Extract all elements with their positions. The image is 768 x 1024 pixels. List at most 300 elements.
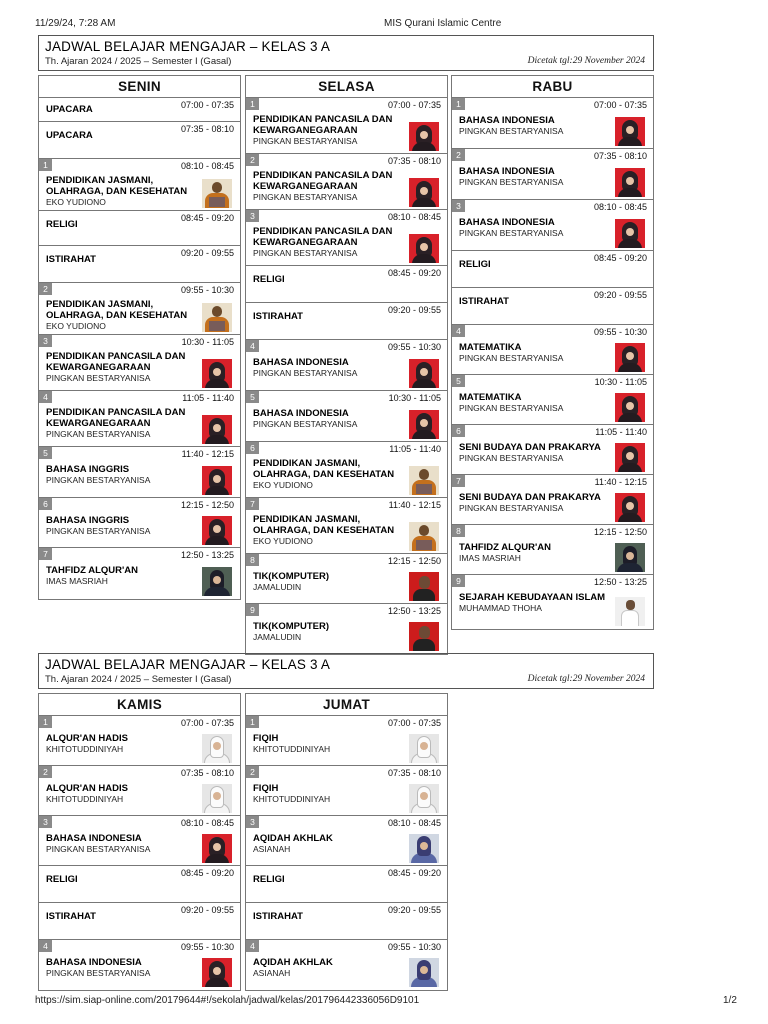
slot-number: 9 xyxy=(246,604,259,616)
slot-number: 2 xyxy=(39,283,52,295)
schedule-slot xyxy=(39,766,240,816)
teacher-photo xyxy=(615,443,645,472)
teacher-photo xyxy=(615,393,645,422)
slot-time: 07:35 - 08:10 xyxy=(180,124,234,134)
schedule-subtitle: Th. Ajaran 2024 / 2025 – Semester I (Gasal) xyxy=(45,56,232,67)
teacher-name: PINGKAN BESTARYANISA xyxy=(459,228,564,238)
subject-name: ISTIRAHAT xyxy=(253,311,303,322)
photo-body xyxy=(618,513,642,522)
slot-number: 1 xyxy=(39,159,52,171)
photo-face xyxy=(213,742,221,750)
photo-head xyxy=(626,600,635,610)
teacher-photo xyxy=(409,784,439,813)
printed-label: Dicetak tgl: xyxy=(527,56,573,66)
schedule-slot xyxy=(39,447,240,498)
subject-name: PENDIDIKAN PANCASILA DAN KEWARGANEGARAAN xyxy=(253,114,393,136)
teacher-name: ASIANAH xyxy=(253,968,291,978)
slot-number: 6 xyxy=(246,442,259,454)
subject-name: UPACARA xyxy=(46,104,93,115)
photo-face xyxy=(213,475,221,483)
schedule-slot xyxy=(452,98,653,149)
schedule-slot xyxy=(39,335,240,391)
slot-number: 8 xyxy=(452,525,465,537)
teacher-name: PINGKAN BESTARYANISA xyxy=(459,353,564,363)
printed-date xyxy=(528,674,645,684)
schedule-slot xyxy=(246,716,447,766)
slot-time: 09:20 - 09:55 xyxy=(387,305,441,315)
teacher-photo xyxy=(409,834,439,863)
slot-number: 4 xyxy=(39,940,52,952)
photo-pat xyxy=(416,484,432,494)
slot-time: 12:50 - 13:25 xyxy=(593,577,647,587)
teacher-photo xyxy=(615,168,645,197)
teacher-photo xyxy=(409,234,439,263)
schedule-header xyxy=(38,653,654,689)
schedule-slot xyxy=(39,716,240,766)
slot-time: 08:10 - 08:45 xyxy=(387,818,441,828)
schedule-slot xyxy=(452,475,653,525)
photo-head xyxy=(419,576,430,589)
photo-pat xyxy=(416,540,432,550)
teacher-photo xyxy=(202,784,232,813)
slot-number: 3 xyxy=(39,335,52,347)
teacher-name: PINGKAN BESTARYANISA xyxy=(46,968,151,978)
schedule-slot xyxy=(246,98,447,154)
schedule-slot xyxy=(452,149,653,200)
subject-name: BAHASA INDONESIA xyxy=(46,833,142,844)
teacher-photo xyxy=(409,572,439,601)
subject-name: AQIDAH AKHLAK xyxy=(253,833,333,844)
photo-face xyxy=(213,843,221,851)
photo-head xyxy=(419,525,429,536)
subject-name: PENDIDIKAN JASMANI, OLAHRAGA, DAN KESEHATAN xyxy=(253,514,395,536)
subject-name: RELIGI xyxy=(46,219,78,230)
slot-time: 11:40 - 12:15 xyxy=(388,500,441,510)
slot-time: 09:55 - 10:30 xyxy=(180,942,234,952)
slot-time: 08:10 - 08:45 xyxy=(180,161,234,171)
schedule-slot xyxy=(246,554,447,604)
teacher-photo xyxy=(409,734,439,763)
schedule-slot xyxy=(246,816,447,866)
subject-name: ISTIRAHAT xyxy=(253,911,303,922)
teacher-photo xyxy=(615,343,645,372)
slot-number: 2 xyxy=(246,154,259,166)
teacher-photo xyxy=(202,567,232,596)
schedule-title: JADWAL BELAJAR MENGAJAR – KELAS 3 A xyxy=(45,39,331,54)
slot-number: 7 xyxy=(452,475,465,487)
schedule-slot xyxy=(39,211,240,246)
slot-time: 07:35 - 08:10 xyxy=(180,768,234,778)
print-footer xyxy=(0,995,768,1013)
subject-name: TAHFIDZ ALQUR'AN xyxy=(46,565,138,576)
teacher-photo xyxy=(409,410,439,439)
slot-time: 12:15 - 12:50 xyxy=(387,556,441,566)
slot-number: 5 xyxy=(246,391,259,403)
schedule-slot xyxy=(39,159,240,211)
slot-number: 7 xyxy=(39,548,52,560)
slot-time: 08:45 - 09:20 xyxy=(387,268,441,278)
teacher-name: PINGKAN BESTARYANISA xyxy=(459,403,564,413)
teacher-name: PINGKAN BESTARYANISA xyxy=(459,453,564,463)
slot-time: 11:40 - 12:15 xyxy=(594,477,647,487)
subject-name: PENDIDIKAN JASMANI, OLAHRAGA, DAN KESEHATAN xyxy=(253,458,395,480)
slot-time: 07:35 - 08:10 xyxy=(387,768,441,778)
subject-name: BAHASA INDONESIA xyxy=(253,408,349,419)
teacher-photo xyxy=(615,493,645,522)
photo-body xyxy=(205,435,229,444)
teacher-photo xyxy=(409,522,439,551)
photo-body xyxy=(205,536,229,545)
teacher-name: PINGKAN BESTARYANISA xyxy=(253,136,358,146)
schedule-slot xyxy=(39,498,240,548)
slot-time: 11:05 - 11:40 xyxy=(389,444,441,454)
teacher-name: KHITOTUDDINIYAH xyxy=(253,744,331,754)
slot-number: 2 xyxy=(246,766,259,778)
subject-name: AQIDAH AKHLAK xyxy=(253,957,333,968)
teacher-name: KHITOTUDDINIYAH xyxy=(46,794,124,804)
printed-date-value: 29 November 2024 xyxy=(572,674,645,684)
slot-time: 12:50 - 13:25 xyxy=(180,550,234,560)
subject-name: PENDIDIKAN JASMANI, OLAHRAGA, DAN KESEHATAN xyxy=(46,175,188,197)
schedule-slot xyxy=(452,200,653,251)
slot-time: 08:45 - 09:20 xyxy=(180,213,234,223)
subject-name: BAHASA INGGRIS xyxy=(46,464,130,475)
day-title: RABU xyxy=(452,76,653,98)
photo-face xyxy=(420,742,428,750)
photo-body xyxy=(617,563,643,572)
photo-face xyxy=(213,792,221,800)
schedule-slot xyxy=(452,288,653,325)
slot-time: 10:30 - 11:05 xyxy=(181,337,234,347)
photo-face xyxy=(420,419,428,427)
slot-time: 08:45 - 09:20 xyxy=(180,868,234,878)
printed-label: Dicetak tgl: xyxy=(527,674,573,684)
schedule-slot xyxy=(246,340,447,391)
subject-name: PENDIDIKAN PANCASILA DAN KEWARGANEGARAAN xyxy=(253,170,393,192)
slot-time: 07:00 - 07:35 xyxy=(180,718,234,728)
printed-date xyxy=(528,56,645,66)
subject-name: UPACARA xyxy=(46,130,93,141)
photo-body xyxy=(413,639,435,651)
slot-number: 3 xyxy=(246,816,259,828)
slot-time: 07:00 - 07:35 xyxy=(387,718,441,728)
photo-body xyxy=(618,137,642,146)
photo-pat xyxy=(209,197,225,207)
slot-number: 2 xyxy=(452,149,465,161)
schedule-header xyxy=(38,35,654,71)
teacher-photo xyxy=(202,466,232,495)
photo-face xyxy=(420,966,428,974)
photo-body xyxy=(412,198,436,207)
teacher-photo xyxy=(202,303,232,332)
photo-head xyxy=(419,469,429,480)
slot-number: 3 xyxy=(452,200,465,212)
slot-time: 12:50 - 13:25 xyxy=(387,606,441,616)
subject-name: TIK(KOMPUTER) xyxy=(253,571,329,582)
slot-time: 09:55 - 10:30 xyxy=(387,342,441,352)
day-column-jumat xyxy=(245,693,448,991)
slot-number: 3 xyxy=(39,816,52,828)
subject-name: SENI BUDAYA DAN PRAKARYA xyxy=(459,442,601,453)
schedule-slot xyxy=(246,940,447,990)
photo-head xyxy=(419,626,430,639)
slot-time: 09:20 - 09:55 xyxy=(387,905,441,915)
day-title: SENIN xyxy=(39,76,240,98)
slot-time: 09:20 - 09:55 xyxy=(180,905,234,915)
subject-name: ALQUR'AN HADIS xyxy=(46,783,128,794)
teacher-photo xyxy=(409,178,439,207)
subject-name: ALQUR'AN HADIS xyxy=(46,733,128,744)
slot-time: 09:55 - 10:30 xyxy=(180,285,234,295)
slot-time: 12:15 - 12:50 xyxy=(593,527,647,537)
teacher-photo xyxy=(202,834,232,863)
subject-name: PENDIDIKAN PANCASILA DAN KEWARGANEGARAAN xyxy=(253,226,393,248)
teacher-name: MUHAMMAD THOHA xyxy=(459,603,542,613)
photo-face xyxy=(420,243,428,251)
photo-face xyxy=(420,842,428,850)
photo-face xyxy=(626,552,634,560)
photo-face xyxy=(420,187,428,195)
teacher-photo xyxy=(202,958,232,987)
photo-face xyxy=(213,525,221,533)
subject-name: TIK(KOMPUTER) xyxy=(253,621,329,632)
subject-name: SENI BUDAYA DAN PRAKARYA xyxy=(459,492,601,503)
photo-body xyxy=(618,463,642,472)
photo-body xyxy=(412,254,436,263)
teacher-name: PINGKAN BESTARYANISA xyxy=(46,844,151,854)
slot-time: 07:00 - 07:35 xyxy=(180,100,234,110)
photo-body xyxy=(413,589,435,601)
photo-face xyxy=(626,352,634,360)
photo-body xyxy=(204,587,230,596)
slot-time: 11:05 - 11:40 xyxy=(182,393,234,403)
slot-time: 07:00 - 07:35 xyxy=(593,100,647,110)
slot-time: 09:20 - 09:55 xyxy=(593,290,647,300)
schedule-slot xyxy=(452,251,653,288)
photo-body xyxy=(618,188,642,197)
slot-time: 07:00 - 07:35 xyxy=(387,100,441,110)
photo-face xyxy=(213,368,221,376)
teacher-photo xyxy=(409,958,439,987)
slot-number: 3 xyxy=(246,210,259,222)
schedule-slot xyxy=(452,525,653,575)
teacher-name: PINGKAN BESTARYANISA xyxy=(459,503,564,513)
day-column-senin xyxy=(38,75,241,600)
slot-number: 1 xyxy=(452,98,465,110)
slot-time: 09:55 - 10:30 xyxy=(593,327,647,337)
slot-time: 11:05 - 11:40 xyxy=(595,427,647,437)
teacher-name: PINGKAN BESTARYANISA xyxy=(459,126,564,136)
teacher-name: EKO YUDIONO xyxy=(46,321,106,331)
slot-time: 10:30 - 11:05 xyxy=(594,377,647,387)
slot-number: 4 xyxy=(452,325,465,337)
subject-name: BAHASA INDONESIA xyxy=(459,217,555,228)
photo-face xyxy=(420,792,428,800)
day-title: SELASA xyxy=(246,76,447,98)
slot-time: 09:55 - 10:30 xyxy=(387,942,441,952)
schedule-slot xyxy=(39,283,240,335)
subject-name: RELIGI xyxy=(253,874,285,885)
print-site-title: MIS Qurani Islamic Centre xyxy=(384,18,502,29)
teacher-photo xyxy=(202,734,232,763)
schedule-slot xyxy=(246,210,447,266)
printed-date-value: 29 November 2024 xyxy=(572,56,645,66)
teacher-photo xyxy=(409,622,439,651)
day-column-selasa xyxy=(245,75,448,655)
schedule-slot xyxy=(452,325,653,375)
photo-face xyxy=(626,502,634,510)
schedule-slot xyxy=(246,266,447,303)
slot-number: 4 xyxy=(246,940,259,952)
schedule-slot xyxy=(246,766,447,816)
slot-time: 08:45 - 09:20 xyxy=(387,868,441,878)
slot-time: 08:45 - 09:20 xyxy=(593,253,647,263)
slot-time: 08:10 - 08:45 xyxy=(180,818,234,828)
slot-number: 8 xyxy=(246,554,259,566)
schedule-slot xyxy=(39,548,240,599)
subject-name: RELIGI xyxy=(459,259,491,270)
slot-time: 12:15 - 12:50 xyxy=(180,500,234,510)
slot-number: 6 xyxy=(452,425,465,437)
subject-name: TAHFIDZ ALQUR'AN xyxy=(459,542,551,553)
teacher-name: JAMALUDIN xyxy=(253,582,302,592)
subject-name: ISTIRAHAT xyxy=(46,911,96,922)
slot-time: 09:20 - 09:55 xyxy=(180,248,234,258)
photo-body xyxy=(205,486,229,495)
teacher-name: JAMALUDIN xyxy=(253,632,302,642)
teacher-photo xyxy=(615,597,645,626)
schedule-slot xyxy=(39,866,240,903)
teacher-photo xyxy=(409,122,439,151)
schedule-slot xyxy=(452,375,653,425)
schedule-slot xyxy=(39,903,240,940)
day-title: KAMIS xyxy=(39,694,240,716)
teacher-photo xyxy=(409,359,439,388)
teacher-photo xyxy=(615,117,645,146)
teacher-photo xyxy=(615,543,645,572)
teacher-photo xyxy=(202,179,232,208)
schedule-slot xyxy=(452,425,653,475)
photo-body xyxy=(412,142,436,151)
subject-name: BAHASA INDONESIA xyxy=(459,166,555,177)
schedule-slot xyxy=(39,122,240,159)
schedule-slot xyxy=(39,98,240,122)
photo-body xyxy=(412,430,436,439)
slot-number: 9 xyxy=(452,575,465,587)
photo-body xyxy=(618,239,642,248)
slot-time: 07:35 - 08:10 xyxy=(593,151,647,161)
photo-face xyxy=(213,576,221,584)
schedule-slot xyxy=(39,940,240,990)
subject-name: BAHASA INDONESIA xyxy=(46,957,142,968)
schedule-slot xyxy=(246,498,447,554)
photo-face xyxy=(626,452,634,460)
teacher-name: PINGKAN BESTARYANISA xyxy=(46,526,151,536)
subject-name: MATEMATIKA xyxy=(459,342,522,353)
subject-name: BAHASA INDONESIA xyxy=(253,357,349,368)
schedule-subtitle: Th. Ajaran 2024 / 2025 – Semester I (Gasal) xyxy=(45,674,232,685)
teacher-photo xyxy=(202,415,232,444)
subject-name: RELIGI xyxy=(253,274,285,285)
teacher-name: IMAS MASRIAH xyxy=(459,553,521,563)
schedule-slot xyxy=(246,391,447,442)
slot-time: 08:10 - 08:45 xyxy=(387,212,441,222)
subject-name: PENDIDIKAN PANCASILA DAN KEWARGANEGARAAN xyxy=(46,407,186,429)
photo-face xyxy=(420,131,428,139)
teacher-name: EKO YUDIONO xyxy=(46,197,106,207)
schedule-slot xyxy=(246,866,447,903)
subject-name: FIQIH xyxy=(253,733,279,744)
subject-name: ISTIRAHAT xyxy=(459,296,509,307)
teacher-name: PINGKAN BESTARYANISA xyxy=(253,248,358,258)
photo-face xyxy=(626,126,634,134)
photo-head xyxy=(212,306,222,317)
subject-name: ISTIRAHAT xyxy=(46,254,96,265)
slot-number: 1 xyxy=(246,98,259,110)
subject-name: RELIGI xyxy=(46,874,78,885)
schedule-slot xyxy=(246,604,447,654)
photo-body xyxy=(205,854,229,863)
slot-number: 5 xyxy=(452,375,465,387)
teacher-name: PINGKAN BESTARYANISA xyxy=(46,429,151,439)
day-column-rabu xyxy=(451,75,654,630)
photo-pat xyxy=(209,321,225,331)
teacher-name: KHITOTUDDINIYAH xyxy=(253,794,331,804)
slot-number: 6 xyxy=(39,498,52,510)
teacher-name: PINGKAN BESTARYANISA xyxy=(253,419,358,429)
photo-face xyxy=(626,228,634,236)
day-title: JUMAT xyxy=(246,694,447,716)
photo-face xyxy=(626,177,634,185)
teacher-name: KHITOTUDDINIYAH xyxy=(46,744,124,754)
photo-face xyxy=(420,368,428,376)
slot-number: 1 xyxy=(246,716,259,728)
teacher-name: ASIANAH xyxy=(253,844,291,854)
slot-number: 5 xyxy=(39,447,52,459)
photo-body xyxy=(618,413,642,422)
teacher-name: PINGKAN BESTARYANISA xyxy=(459,177,564,187)
slot-time: 11:40 - 12:15 xyxy=(181,449,234,459)
slot-time: 07:35 - 08:10 xyxy=(387,156,441,166)
photo-body xyxy=(621,610,639,626)
subject-name: PENDIDIKAN JASMANI, OLAHRAGA, DAN KESEHATAN xyxy=(46,299,188,321)
print-url: https://sim.siap-online.com/20179644#!/sekolah/jadwal/kelas/201796442336056D9101 xyxy=(35,995,420,1006)
teacher-photo xyxy=(615,219,645,248)
schedule-slot xyxy=(246,442,447,498)
print-datetime: 11/29/24, 7:28 AM xyxy=(35,18,116,29)
photo-body xyxy=(205,379,229,388)
slot-time: 08:10 - 08:45 xyxy=(593,202,647,212)
subject-name: BAHASA INGGRIS xyxy=(46,515,130,526)
teacher-photo xyxy=(202,516,232,545)
slot-number: 4 xyxy=(39,391,52,403)
schedule-slot xyxy=(452,575,653,629)
teacher-name: EKO YUDIONO xyxy=(253,536,313,546)
subject-name: MATEMATIKA xyxy=(459,392,522,403)
subject-name: BAHASA INDONESIA xyxy=(459,115,555,126)
schedule-slot xyxy=(39,391,240,447)
slot-number: 7 xyxy=(246,498,259,510)
subject-name: SEJARAH KEBUDAYAAN ISLAM xyxy=(459,592,606,603)
photo-body xyxy=(412,379,436,388)
day-column-kamis xyxy=(38,693,241,991)
photo-face xyxy=(213,424,221,432)
slot-time: 10:30 - 11:05 xyxy=(388,393,441,403)
subject-name: PENDIDIKAN PANCASILA DAN KEWARGANEGARAAN xyxy=(46,351,186,373)
teacher-name: PINGKAN BESTARYANISA xyxy=(253,368,358,378)
teacher-name: PINGKAN BESTARYANISA xyxy=(46,373,151,383)
subject-name: FIQIH xyxy=(253,783,279,794)
